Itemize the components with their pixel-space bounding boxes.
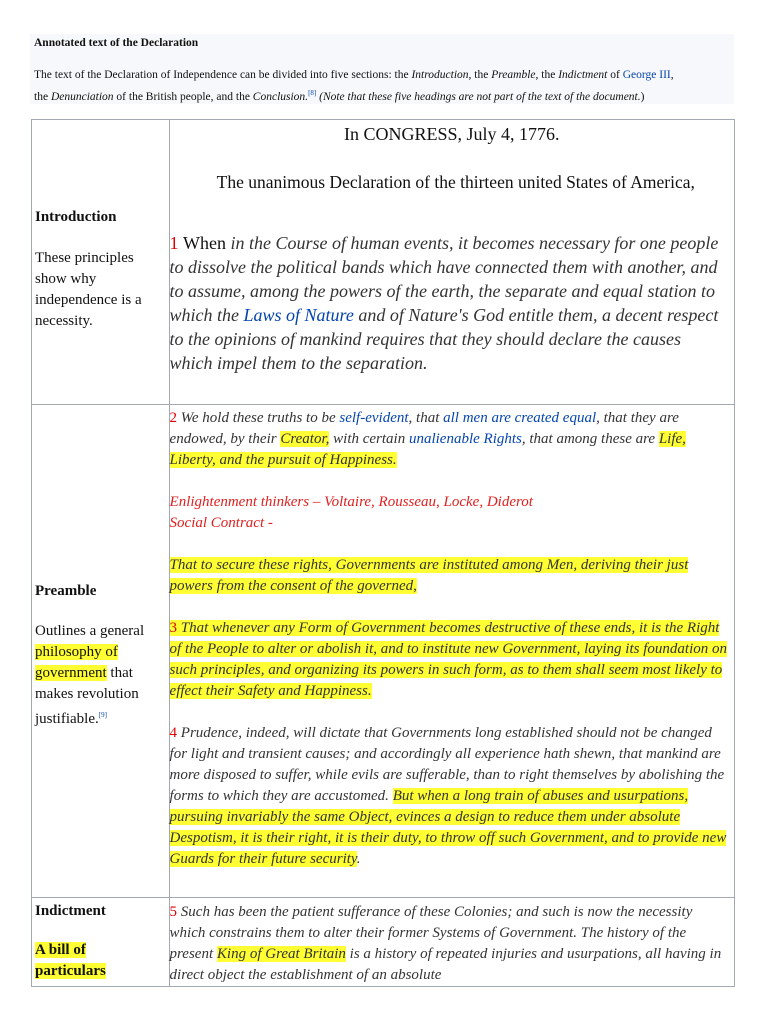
description-text: that makes revolution justifiable. (35, 665, 139, 727)
declaration-table (31, 119, 735, 987)
section-text-cell (169, 405, 734, 898)
unalienable-rights-link[interactable]: unalienable Rights (408, 431, 522, 447)
highlighted-text: But when a long train of abuses and usurpations, pursuing invariably the same Object, evinces a design to reduce them under absolute (169, 788, 689, 825)
self-evident-link[interactable]: self-evident (339, 410, 409, 426)
section-text-cell (169, 120, 734, 405)
table-row-indictment (32, 898, 735, 987)
declaration-title: The unanimous Declaration of the thirteen united States of America, (216, 172, 695, 192)
paragraph-secure (170, 555, 734, 597)
highlighted-text: philosophy of government (35, 644, 118, 681)
paragraph-text: Prudence, indeed, will dictate that Governments long established should not be changed for light and transient causes; and accordingly all experience hath shewn, that mankind are more disposed to suffer, while evils are sufferable, than to right themselves by abolishing the forms to which they are accustomed. (169, 725, 725, 804)
note-text: (Note that these five headings are not part of the text of the document. (319, 90, 641, 103)
section-label-cell (32, 120, 170, 405)
george-iii-link[interactable]: George III (622, 69, 671, 81)
intro-text: The text of the Declaration of Independence can be divided into five sections: the (34, 69, 412, 81)
paragraph-text: , that (408, 410, 444, 426)
section-description-indictment (35, 940, 115, 982)
section-label-cell (32, 898, 170, 987)
intro-text: of the British people, and the (113, 90, 253, 103)
section-description-preamble (35, 621, 167, 730)
table-row-introduction (32, 120, 735, 405)
paragraph-2 (170, 408, 734, 471)
intro-text: , (670, 69, 674, 81)
section-label-cell (32, 405, 170, 898)
paragraph-number: 5 (169, 904, 178, 920)
highlighted-life-liberty: Life, Liberty, and the pursuit of Happiness. (169, 431, 686, 468)
page-title: Annotated text of the Declaration (34, 37, 199, 49)
throw-off-government-link[interactable]: throw off such Government (440, 830, 604, 846)
paragraph-text: with certain (329, 431, 409, 447)
paragraph-number: 2 (169, 410, 178, 426)
congress-date: In CONGRESS, July 4, 1776. (344, 124, 560, 144)
paragraph-1 (170, 231, 734, 375)
laws-of-nature-link[interactable]: Laws of Nature (243, 305, 354, 325)
annotation-social-contract: Social Contract - (169, 515, 273, 531)
intro-text: of (607, 69, 623, 81)
paragraph-text: . (356, 851, 361, 867)
paragraph-text: , that among these are (521, 431, 659, 447)
paragraph-text: Such has been the patient sufferance of these Colonies; and such is now the necessity which constrains them to alter their former Systems of Government. The history of the present (169, 904, 693, 962)
paragraph-text: is a history of repeated injuries and usurpations, all having in direct object the establishment of an absolute (169, 946, 722, 983)
intro-term-introduction: Introduction (411, 69, 469, 81)
paragraph-number: 1 (169, 233, 179, 253)
intro-term-denunciation: Denunciation (50, 90, 114, 103)
highlighted-creator: Creator, (280, 431, 330, 447)
note-close: ) (640, 90, 645, 103)
section-title-introduction: Introduction (35, 209, 117, 225)
highlighted-text: That to secure these rights, Governments are instituted among Men, deriving their just powers from the consent of the governed, (169, 557, 689, 594)
despotism-link[interactable]: Despotism (169, 830, 233, 846)
highlighted-text: , it is their right, it is their duty, to (232, 830, 441, 846)
annotation-enlightenment: Enlightenment thinkers – Voltaire, Rousseau, Locke, Diderot (169, 494, 533, 510)
section-description-introduction: These principles show why independence is a necessity. (35, 250, 142, 329)
section-title-preamble: Preamble (35, 583, 97, 599)
paragraph-text: , that they are endowed, by their (169, 410, 679, 447)
section-title-indictment: Indictment (35, 903, 106, 919)
paragraph-4 (170, 723, 734, 870)
paragraph-first-word: When (183, 233, 227, 253)
paragraph-3 (170, 618, 734, 702)
highlighted-text: A bill of particulars (35, 942, 106, 979)
paragraph-text: in the Course of human events, it becomes necessary for one people to dissolve the political bands which have connected them with another, and to assume, among the powers of the earth, the separate and equal station to which the (169, 233, 719, 325)
description-text: Outlines a general (35, 623, 145, 639)
highlighted-text: , and to provide new Guards for their future security (169, 830, 727, 867)
intro-text: the (34, 90, 51, 103)
reference-link[interactable]: [8] (308, 89, 317, 97)
paragraph-5 (170, 902, 734, 986)
paragraph-number: 4 (169, 725, 178, 741)
intro-term-preamble: Preamble (491, 69, 536, 81)
highlighted-king: King of Great Britain (216, 946, 346, 962)
highlighted-text: That whenever any Form of Government becomes destructive of these ends, it is the Right of the People to alter or abolish it, and to institute new Government, laying its foundation on such principles, and organizing its powers in such form, as to them shall seem most likely to effect their Safety and Happiness. (169, 620, 727, 699)
intro-term-conclusion: Conclusion. (252, 90, 309, 103)
paragraph-text: and of Nature's God entitle them, a decent respect to the opinions of mankind requires that they should declare the causes which impel them to the separation. (169, 305, 719, 373)
intro-text: , the (468, 69, 492, 81)
intro-term-indictment: Indictment (558, 69, 608, 81)
paragraph-number: 3 (169, 620, 178, 636)
all-men-created-equal-link[interactable]: all men are created equal (443, 410, 597, 426)
section-text-cell (169, 898, 734, 987)
paragraph-text: We hold these truths to be (177, 410, 340, 426)
intro-text: , the (535, 69, 559, 81)
reference-link[interactable]: [9] (98, 711, 107, 719)
intro-paragraph (34, 66, 734, 106)
table-row-preamble (32, 405, 735, 898)
